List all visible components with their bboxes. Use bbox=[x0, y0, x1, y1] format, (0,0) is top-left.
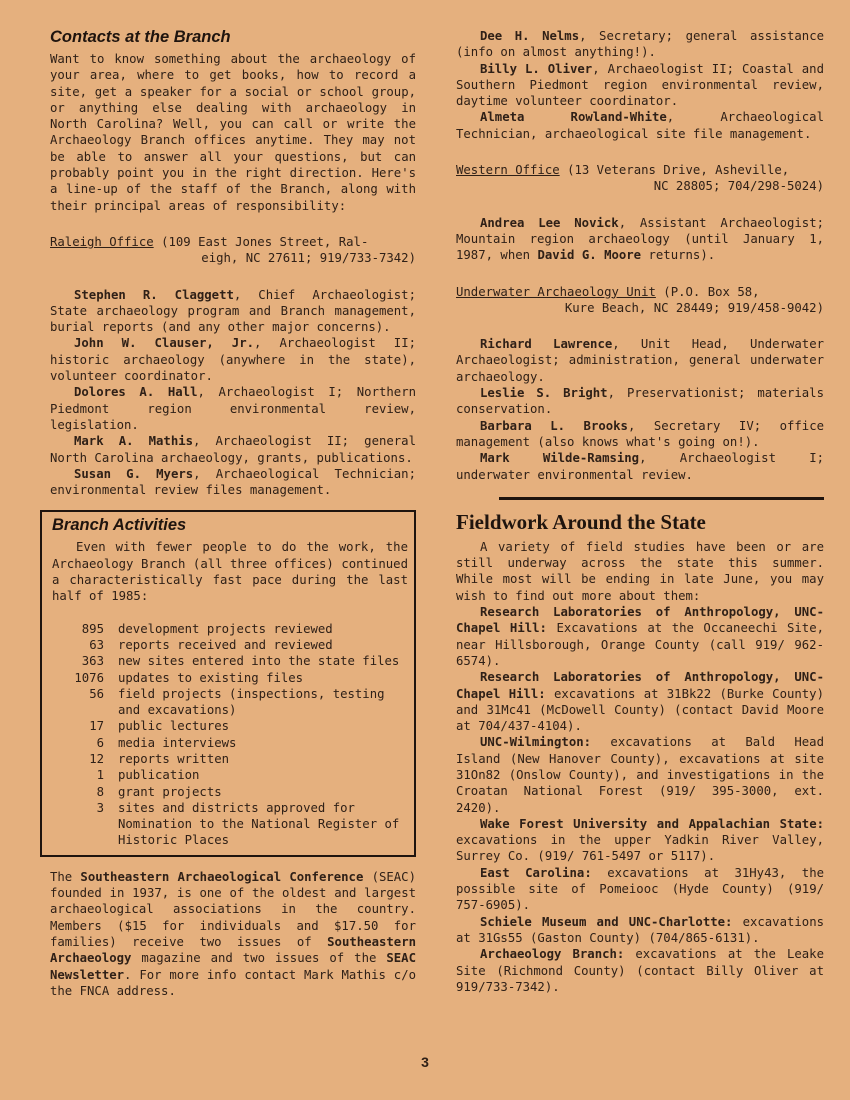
staff-entry: Andrea Lee Novick, Assistant Archaeologist; Mountain region archaeology (until January 1, 1987, when David G. Moore returns). bbox=[456, 215, 824, 263]
activity-stat-row bbox=[52, 686, 408, 719]
fieldwork-item bbox=[456, 914, 824, 947]
activity-stat-count: 1 bbox=[96, 768, 104, 783]
staff-name: Stephen R. Claggett bbox=[74, 287, 234, 302]
activity-stat-row bbox=[52, 637, 408, 653]
staff-desc: , Archaeologist I; Northern Piedmont region environmental review, legislation. bbox=[50, 385, 417, 432]
activity-stat-count: 1076 bbox=[74, 670, 104, 685]
activity-stat-label: reports written bbox=[118, 751, 230, 766]
fieldwork-desc: excavations at the Leake Site (Richmond County) (contact Billy Oliver at 919/733-7342). bbox=[456, 947, 824, 994]
western-office-address: Western Office (13 Veterans Drive, Asheville, NC 28805; 704/298-5024) bbox=[456, 163, 824, 194]
staff-entry: Richard Lawrence, Unit Head, Underwater Archaeologist; administration, general underwater archaeology. bbox=[456, 337, 824, 384]
staff-desc: , Archaeologist II; general North Carolina archaeology, grants, publications. bbox=[50, 434, 416, 465]
activity-stat-count: 8 bbox=[96, 784, 104, 799]
staff-entry bbox=[50, 335, 416, 384]
staff-entry bbox=[50, 384, 416, 433]
activity-stat-label: updates to existing files bbox=[118, 670, 304, 685]
section-divider bbox=[499, 497, 824, 500]
activity-stat-row bbox=[52, 800, 408, 849]
activity-stat-label: sites and districts approved for Nomination to the National Register of Historic Places bbox=[118, 800, 400, 848]
staff-entry: Almeta Rowland-White, Archaeological Technician, archaeological site file management. bbox=[456, 110, 824, 141]
activity-stat-row bbox=[52, 735, 408, 751]
raleigh-office-address bbox=[50, 234, 416, 267]
staff-name: Dolores A. Hall bbox=[74, 385, 198, 400]
seac-paragraph: The Southeastern Archaeological Conference (SEAC) founded in 1937, is one of the oldest and largest archaeological associations in the country. Members ($15 for individuals and $17.50 for families) receive two issues of Southeastern Archaeology magazine and two issues of the SEAC Newsletter. For more info contact Mark Mathis c/o the FNCA address. bbox=[50, 869, 416, 998]
underwater-unit-address: Underwater Archaeology Unit (P.O. Box 58, Kure Beach, NC 28449; 919/458-9042) bbox=[456, 284, 824, 315]
activity-stat-row bbox=[52, 767, 408, 783]
contacts-intro: Want to know something about the archaeology of your area, where to get books, how to record a site, get a speaker for a social or school group, or anything else dealing with archaeology in North Carolina? Well, you can call or write the Archaeology Branch offices anytime. They may not be able to answer all your questions, but can probably point you in the right direction. Here's a line-up of the staff of the Branch, along with their principal areas of responsibility: bbox=[50, 52, 416, 213]
activity-stat-row bbox=[52, 621, 408, 637]
activity-stat-row bbox=[52, 751, 408, 767]
staff-entry: Dee H. Nelms, Secretary; general assistance (info on almost anything!). bbox=[456, 29, 824, 60]
western-addr2: NC 28805; 704/298-5024) bbox=[653, 179, 824, 194]
activity-stat-count: 363 bbox=[81, 654, 104, 669]
branch-activities-box bbox=[40, 510, 416, 856]
staff-name: John W. Clauser, Jr. bbox=[74, 336, 255, 351]
underwater-unit-name: Underwater Archaeology Unit bbox=[456, 284, 656, 299]
fieldwork-desc: excavations at 31Gs55 (Gaston County) (704/865-6131). bbox=[456, 914, 825, 945]
staff-entry: Leslie S. Bright, Preservationist; materials conservation. bbox=[456, 386, 824, 417]
fieldwork-org: UNC-Wilmington: bbox=[480, 735, 592, 750]
fieldwork-item bbox=[456, 865, 824, 914]
fieldwork-item bbox=[456, 816, 824, 865]
fieldwork-heading: Fieldwork Around the State bbox=[456, 509, 706, 534]
underwater-addr2: Kure Beach, NC 28449; 919/458-9042) bbox=[564, 300, 824, 315]
contacts-heading: Contacts at the Branch bbox=[50, 28, 231, 46]
activity-stat-count: 17 bbox=[89, 719, 104, 734]
activities-stats-list bbox=[52, 621, 408, 849]
activity-stat-count: 12 bbox=[89, 751, 104, 766]
fieldwork-intro: A variety of field studies have been or are still underway across the state this summer. While most will be ending in late June, you may wish to find out more about them: bbox=[456, 539, 824, 603]
activity-stat-label: public lectures bbox=[118, 719, 230, 734]
raleigh-addr1: (109 East Jones Street, Ral- bbox=[161, 234, 369, 249]
activity-stat-label: new sites entered into the state files bbox=[118, 654, 400, 669]
staff-entry: Barbara L. Brooks, Secretary IV; office management (also knows what's going on!). bbox=[456, 418, 825, 449]
staff-desc: , Archaeological Technician; environmental review files management. bbox=[50, 466, 416, 498]
fieldwork-item bbox=[456, 604, 824, 669]
staff-desc: , Archaeologist II; historic archaeology (anywhere in the state), volunteer coordinator. bbox=[50, 336, 416, 384]
staff-entry: Mark Wilde-Ramsing, Archaeologist I; underwater environmental review. bbox=[456, 451, 824, 482]
raleigh-addr2: eigh, NC 27611; 919/733-7342) bbox=[201, 251, 416, 266]
page-number: 3 bbox=[421, 1054, 429, 1070]
fieldwork-item bbox=[456, 734, 824, 815]
activity-stat-row bbox=[52, 718, 408, 734]
activity-stat-row bbox=[52, 784, 408, 800]
activity-stat-label: publication bbox=[118, 768, 200, 783]
left-column bbox=[50, 28, 416, 999]
fieldwork-org: Research Laboratories of Anthropology, UNC-Chapel Hill: bbox=[456, 670, 824, 701]
fieldwork-org: Schiele Museum and UNC-Charlotte: bbox=[480, 914, 733, 929]
activity-stat-row bbox=[52, 670, 408, 686]
fieldwork-desc: Excavations at the Occaneechi Site, near Hillsborough, Orange County (call 919/ 962-6574). bbox=[456, 621, 824, 668]
fieldwork-desc: excavations in the upper Yadkin River Valley, Surrey Co. (919/ 761-5497 or 5117). bbox=[456, 833, 824, 864]
western-office-name: Western Office bbox=[456, 163, 560, 178]
fieldwork-list bbox=[456, 604, 824, 995]
fieldwork-org: East Carolina: bbox=[480, 865, 592, 880]
activity-stat-label: field projects (inspections, testing and excavations) bbox=[118, 686, 385, 718]
activity-stat-label: grant projects bbox=[118, 784, 222, 799]
fieldwork-org: Wake Forest University and Appalachian State: bbox=[480, 816, 824, 831]
activity-stat-count: 63 bbox=[89, 637, 104, 652]
staff-name: Susan G. Myers bbox=[74, 466, 194, 481]
fieldwork-desc: excavations at 31Hy43, the possible site of Pomeiooc (Hyde County) (919/ 757-6905). bbox=[456, 865, 825, 913]
fieldwork-org: Research Laboratories of Anthropology, UNC-Chapel Hill: bbox=[456, 605, 824, 636]
activity-stat-label: development projects reviewed bbox=[118, 621, 333, 636]
staff-name: Mark A. Mathis bbox=[74, 434, 194, 449]
activity-stat-row bbox=[52, 653, 408, 669]
staff-entry bbox=[50, 466, 416, 499]
raleigh-office-name: Raleigh Office bbox=[50, 234, 154, 249]
staff-entry: Billy L. Oliver, Archaeologist II; Coastal and Southern Piedmont region environmental review, daytime volunteer coordinator. bbox=[456, 61, 824, 109]
staff-entry bbox=[50, 287, 416, 336]
fieldwork-item bbox=[456, 946, 824, 995]
activities-heading: Branch Activities bbox=[52, 516, 187, 535]
right-column bbox=[456, 28, 824, 995]
fieldwork-desc: excavations at 31Bk22 (Burke County) and 31Mc41 (McDowell County) (contact David Moore at 704/437-4104). bbox=[456, 686, 824, 734]
activity-stat-count: 3 bbox=[96, 800, 104, 815]
fieldwork-org: Archaeology Branch: bbox=[480, 947, 625, 962]
activity-stat-label: reports received and reviewed bbox=[118, 637, 333, 652]
activity-stat-count: 56 bbox=[89, 686, 104, 701]
fieldwork-item bbox=[456, 669, 824, 734]
staff-entry bbox=[50, 433, 416, 466]
activity-stat-count: 6 bbox=[96, 735, 104, 750]
fieldwork-desc: excavations at Bald Head Island (New Hanover County), excavations at site 31On82 (Onslow County), and investigations in the Croatan National Forest (919/ 395-3000, ext. 2420). bbox=[456, 735, 824, 815]
staff-desc: , Chief Archaeologist; State archaeology program and Branch management, burial reports (and any other major concerns). bbox=[50, 287, 416, 335]
activities-intro: Even with fewer people to do the work, the Archaeology Branch (all three offices) continued a characteristically fast pace during the last half of 1985: bbox=[52, 540, 408, 604]
activity-stat-label: media interviews bbox=[118, 735, 237, 750]
activity-stat-count: 895 bbox=[81, 621, 104, 636]
